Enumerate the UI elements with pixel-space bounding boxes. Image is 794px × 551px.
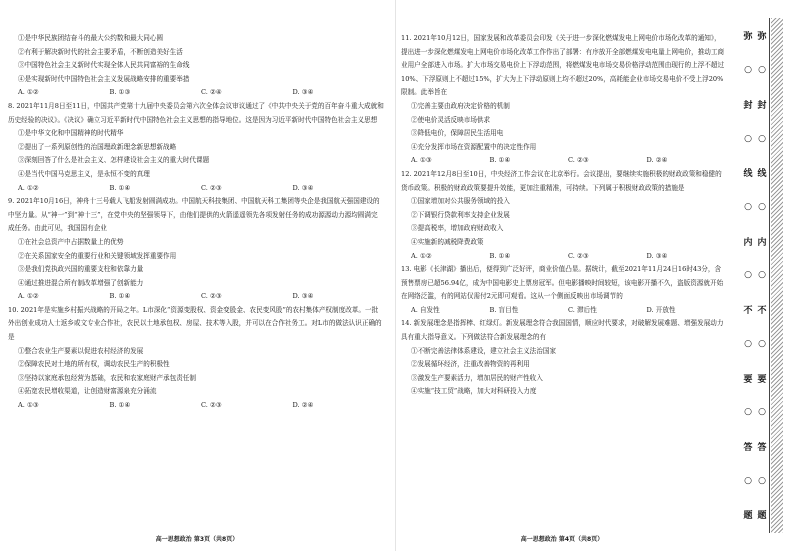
q9-option-2: ②在关系国家安全的重要行业和关键领域发挥重要作用 xyxy=(18,251,177,260)
right-page xyxy=(397,0,727,551)
q14-option-3: ③激发生产要素活力，增加居民的财产性收入 xyxy=(411,373,543,382)
q12-option-1: ①国家增加对公共服务领域的投入 xyxy=(411,197,510,206)
gutter-char: 封 xyxy=(743,100,753,111)
gutter-char: 线 xyxy=(757,169,767,180)
q7-choices xyxy=(8,86,384,100)
q11-choice-c[interactable]: C. ②③ xyxy=(568,156,589,165)
q12-choices xyxy=(401,250,725,264)
q11-choice-b[interactable]: B. ①④ xyxy=(489,156,511,165)
q10-choice-d[interactable]: D. ②④ xyxy=(292,401,314,410)
gutter-rule-line xyxy=(769,18,770,533)
q9-option-4: ④通过推进混合所有制改革增强了创新能力 xyxy=(18,278,144,287)
q10-choice-b[interactable]: B. ①④ xyxy=(109,401,131,410)
q8-choice-b[interactable]: B. ①④ xyxy=(109,183,131,192)
gutter-hatch-strip xyxy=(771,18,783,533)
gutter-char: 线 xyxy=(743,169,753,180)
q10-option-1: ①整合农业生产要素以促进农村经济的发展 xyxy=(18,346,144,355)
gutter-char: 题 xyxy=(757,511,767,522)
q8-choice-c[interactable]: C. ②③ xyxy=(201,183,222,192)
q11-option-3: ③降低电价，保障居民生活用电 xyxy=(411,129,504,138)
q12-option-3: ③提高税率，增加政府财政收入 xyxy=(411,224,504,233)
q10-choices xyxy=(8,399,384,413)
q8-option-2: ②提出了一系列原创性的治国理政新理念新思想新战略 xyxy=(18,142,177,151)
gutter-char: 不 xyxy=(757,306,767,317)
gutter-circle: ○ xyxy=(758,270,766,281)
q9-choice-c[interactable]: C. ②③ xyxy=(201,292,222,301)
q11-option-1: ①完善主要由政府决定价格的机制 xyxy=(411,101,510,110)
left-page xyxy=(0,0,394,551)
gutter-circle: ○ xyxy=(744,133,752,144)
q14-option-2: ②发展循环经济，注重改善物资的再利用 xyxy=(411,360,530,369)
gutter-char: 不 xyxy=(743,306,753,317)
gutter-circle: ○ xyxy=(758,338,766,349)
q7-option-2: ②有利于解决新时代的社会主要矛盾，不断创造美好生活 xyxy=(18,47,183,56)
gutter-char: 内 xyxy=(743,237,753,248)
q9-option-3: ③是我们党执政兴国的重要支柱和依靠力量 xyxy=(18,265,144,274)
q12-choice-c[interactable]: C. ②③ xyxy=(568,251,589,260)
q9-choice-d[interactable]: D. ③④ xyxy=(292,292,314,301)
q8-choice-a[interactable]: A. ①② xyxy=(18,183,39,192)
q13-choice-d[interactable]: D. 开放性 xyxy=(646,305,676,314)
q12-stem: 12. 2021年12月8日至10日，中央经济工作会议在北京举行。会议提出，要继续实施积极的财政政策和稳健的货币政策。积极的财政政策要提升效能，更加注重精准，可持续。下列属于积极财政政策的措施是 xyxy=(401,169,722,192)
q11-option-2: ②使电价灵活反映市场供求 xyxy=(411,115,491,124)
q7-choice-a[interactable]: A. ①② xyxy=(18,88,39,97)
q10-option-3: ③坚持以家庭承包经营为基础，农民和农家庭财产承包责任制 xyxy=(18,373,197,382)
q10-choice-c[interactable]: C. ②③ xyxy=(201,401,222,410)
q12-option-4: ④实施新的减税降费政策 xyxy=(411,237,484,246)
gutter-circle: ○ xyxy=(758,133,766,144)
q14-option-4: ④实施“技工贸”战略，加大对科研投入力度 xyxy=(411,387,537,396)
q9-choices xyxy=(8,290,384,304)
q11-option-4: ④充分发挥市场在资源配置中的决定性作用 xyxy=(411,142,537,151)
binding-gutter xyxy=(731,18,786,533)
gutter-circle: ○ xyxy=(758,475,766,486)
q13-choice-c[interactable]: C. 滞后性 xyxy=(568,305,597,314)
gutter-char: 封 xyxy=(757,100,767,111)
q9-stem: 9. 2021年10月16日，神舟十三号载人飞船发射圆满成功。中国航天科技集团、中国航天科工集团等央企是我国航天强国建设的中坚力量。从“神一”到“神十三”，在党中央的坚强领导下，由他们提供的火箭遥遥领先各项发射任务的成功源源动力源均圆满完成任务。由此可见，我国国有企业 xyxy=(8,197,380,233)
q7-choice-c[interactable]: C. ②④ xyxy=(201,88,222,97)
gutter-circle: ○ xyxy=(744,338,752,349)
q10-option-4: ④拓宽农民增收渠道，让创造财富源泉充分涌流 xyxy=(18,387,157,396)
q11-stem: 11. 2021年10月12日，国家发展和改革委员会印发《关于进一步深化燃煤发电上网电价市场化改革的通知》，提出进一步深化燃煤发电上网电价市场化改革工作作出了部署：有序放开全部燃煤发电电量上网电价，推动工商业用户全部进入市场。扩大市场交易电价上下浮动范围，将燃煤发电市场交易价格浮动范围由现行的上浮不超过10%、下浮原则上不超过15%，扩大为上下浮动原则上均不超过20%，高耗能企业市场交易电价不受上浮20%限制。此举旨在 xyxy=(401,34,725,97)
gutter-char: 要 xyxy=(743,374,753,385)
q10-choice-a[interactable]: A. ①③ xyxy=(18,401,39,410)
q11-choice-d[interactable]: D. ②④ xyxy=(646,156,668,165)
q12-choice-a[interactable]: A. ①② xyxy=(411,251,432,260)
gutter-circle: ○ xyxy=(744,270,752,281)
gutter-text-column-inner xyxy=(755,18,769,533)
page-fold-line xyxy=(395,0,396,551)
q8-choices xyxy=(8,182,384,196)
q14-option-1: ①不断完善法律体系建设，建立社会主义法治国家 xyxy=(411,346,557,355)
q12-choice-d[interactable]: D. ③④ xyxy=(646,251,668,260)
left-content xyxy=(8,32,384,413)
q7-option-3: ③中国特色社会主义新时代实现全体人民共同富裕的生命线 xyxy=(18,61,190,70)
gutter-circle: ○ xyxy=(758,407,766,418)
gutter-char: 题 xyxy=(743,511,753,522)
q12-option-2: ②下调银行贷款利率支持企业发展 xyxy=(411,210,510,219)
q8-option-4: ④是当代中国马克思主义，是永恒不变的真理 xyxy=(18,169,150,178)
right-page-footer: 高一思想政治 第4页（共8页） xyxy=(520,536,604,543)
left-page-footer: 高一思想政治 第3页（共8页） xyxy=(155,536,239,543)
q8-stem: 8. 2021年11月8日至11日，中国共产党第十九届中央委员会第六次全体会议审议通过了《中共中央关于党的百年奋斗重大成就和历史经验的决议》。《决议》确立习近平新时代中国特色社会主义思想的指导地位。这是因为习近平新时代中国特色社会主义思想 xyxy=(8,101,384,124)
gutter-char: 内 xyxy=(757,237,767,248)
q7-choice-d[interactable]: D. ③④ xyxy=(292,88,314,97)
gutter-circle: ○ xyxy=(744,201,752,212)
q9-choice-b[interactable]: B. ①④ xyxy=(109,292,131,301)
q10-stem: 10. 2021年是实施乡村振兴战略的开局之年。L市深化“资源变股权、资金变股金、农民变风股”的农村集体产权制度改革。一批外出创业成功人士返乡或文专业合作社，农民以土地承包权、房屋、技术等入股，并可以在合作社务工。对L市的做法认识正确的是 xyxy=(8,305,382,342)
q8-option-1: ①是中华文化和中国精神的时代精华 xyxy=(18,129,124,138)
gutter-circle: ○ xyxy=(758,65,766,76)
gutter-circle: ○ xyxy=(744,407,752,418)
q13-choice-a[interactable]: A. 自发性 xyxy=(411,305,440,314)
gutter-char: 要 xyxy=(757,374,767,385)
q7-choice-b[interactable]: B. ①③ xyxy=(109,88,131,97)
gutter-char: 弥 xyxy=(743,32,753,43)
q8-choice-d[interactable]: D. ③④ xyxy=(292,183,314,192)
q10-option-2: ②保障农民对土地的所有权，调动农民生产的积极性 xyxy=(18,360,170,369)
q9-choice-a[interactable]: A. ①② xyxy=(18,292,39,301)
q13-choices xyxy=(401,304,725,318)
q13-stem: 13. 电影《长津湖》播出后，便得到广泛好评，商业价值凸显。据统计，截至2021年11月24日16时43分，含预售票房已超56.94亿，成为中国电影史上票房冠军。但电影播映时间较短，该电影开播不久，盗版资源就开始在网络泛滥，有的网站仅需付2元即可观看。这从一个侧面反映出市场调节的 xyxy=(401,265,724,301)
gutter-circle: ○ xyxy=(744,475,752,486)
q11-choice-a[interactable]: A. ①③ xyxy=(411,156,432,165)
q12-choice-b[interactable]: B. ①④ xyxy=(489,251,511,260)
gutter-char: 弥 xyxy=(757,32,767,43)
gutter-circle: ○ xyxy=(744,65,752,76)
q14-stem: 14. 新发展理念是指挥棒、红绿灯。新发展理念符合我国国情，顺应时代要求，对破解发展难题、增强发展动力具有重大指导意义。下列做法符合新发展理念的有 xyxy=(401,319,724,342)
right-content xyxy=(401,32,725,399)
gutter-circle: ○ xyxy=(758,201,766,212)
q8-option-3: ③深刻回答了什么是社会主义、怎样建设社会主义的重大时代课题 xyxy=(18,156,210,165)
q7-option-4: ④是实现新时代中国特色社会主义发展战略安排的重要举措 xyxy=(18,74,190,83)
q9-option-1: ①在社会总资产中占据数量上的优势 xyxy=(18,237,124,246)
q11-choices xyxy=(401,154,725,168)
q13-choice-b[interactable]: B. 盲目性 xyxy=(489,305,519,314)
gutter-char: 答 xyxy=(743,442,753,453)
q7-option-1: ①是中华民族团结奋斗的最大公约数和最大同心圆 xyxy=(18,34,164,42)
gutter-char: 答 xyxy=(757,442,767,453)
gutter-text-column-outer xyxy=(741,18,755,533)
